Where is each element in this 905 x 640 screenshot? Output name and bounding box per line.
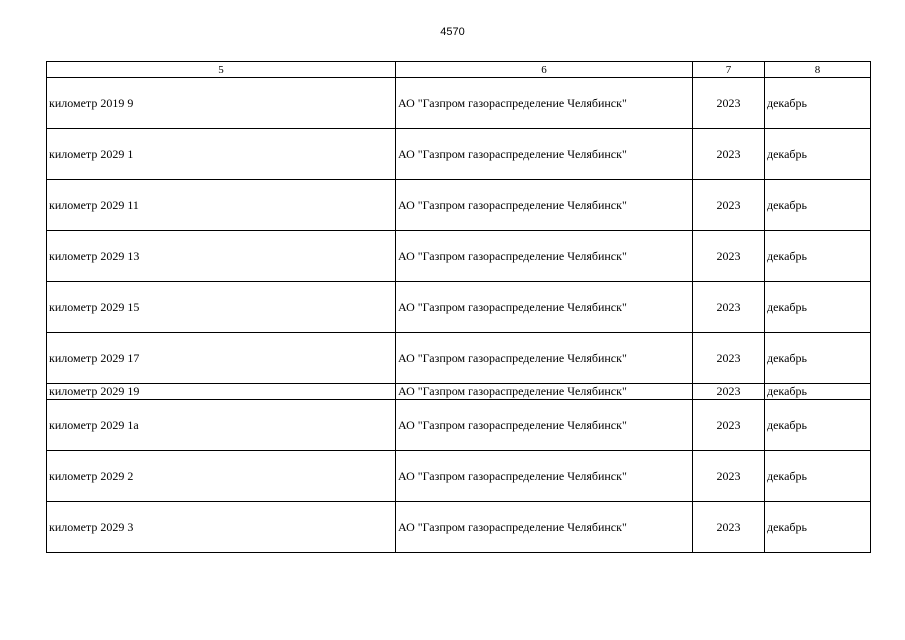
column-header-7: 7 xyxy=(693,62,765,78)
organization-cell: АО "Газпром газораспределение Челябинск" xyxy=(396,451,693,502)
table-row xyxy=(47,282,871,333)
organization-cell: АО "Газпром газораспределение Челябинск" xyxy=(396,333,693,384)
table-row xyxy=(47,129,871,180)
address-cell: километр 2029 2 xyxy=(47,451,396,502)
address-cell: километр 2029 11 xyxy=(47,180,396,231)
address-cell: километр 2029 13 xyxy=(47,231,396,282)
address-cell: километр 2029 15 xyxy=(47,282,396,333)
address-cell: километр 2029 17 xyxy=(47,333,396,384)
data-table xyxy=(46,61,871,553)
year-cell: 2023 xyxy=(693,78,765,129)
table-row xyxy=(47,451,871,502)
organization-cell: АО "Газпром газораспределение Челябинск" xyxy=(396,282,693,333)
year-cell: 2023 xyxy=(693,231,765,282)
year-cell: 2023 xyxy=(693,282,765,333)
month-cell: декабрь xyxy=(765,129,871,180)
month-cell: декабрь xyxy=(765,231,871,282)
month-cell: декабрь xyxy=(765,451,871,502)
table-row xyxy=(47,231,871,282)
month-cell: декабрь xyxy=(765,180,871,231)
table-row xyxy=(47,180,871,231)
month-cell: декабрь xyxy=(765,78,871,129)
year-cell: 2023 xyxy=(693,384,765,400)
month-cell: декабрь xyxy=(765,502,871,553)
year-cell: 2023 xyxy=(693,451,765,502)
address-cell: километр 2029 3 xyxy=(47,502,396,553)
address-cell: километр 2029 19 xyxy=(47,384,396,400)
month-cell: декабрь xyxy=(765,282,871,333)
page-number: 4570 xyxy=(440,26,465,38)
organization-cell: АО "Газпром газораспределение Челябинск" xyxy=(396,384,693,400)
table-row xyxy=(47,384,871,400)
column-header-5: 5 xyxy=(47,62,396,78)
organization-cell: АО "Газпром газораспределение Челябинск" xyxy=(396,78,693,129)
year-cell: 2023 xyxy=(693,180,765,231)
organization-cell: АО "Газпром газораспределение Челябинск" xyxy=(396,180,693,231)
month-cell: декабрь xyxy=(765,384,871,400)
year-cell: 2023 xyxy=(693,333,765,384)
table-row xyxy=(47,78,871,129)
table-row xyxy=(47,502,871,553)
organization-cell: АО "Газпром газораспределение Челябинск" xyxy=(396,502,693,553)
year-cell: 2023 xyxy=(693,502,765,553)
address-cell: километр 2019 9 xyxy=(47,78,396,129)
organization-cell: АО "Газпром газораспределение Челябинск" xyxy=(396,129,693,180)
table-row xyxy=(47,333,871,384)
address-cell: километр 2029 1а xyxy=(47,400,396,451)
month-cell: декабрь xyxy=(765,400,871,451)
year-cell: 2023 xyxy=(693,400,765,451)
year-cell: 2023 xyxy=(693,129,765,180)
column-header-8: 8 xyxy=(765,62,871,78)
organization-cell: АО "Газпром газораспределение Челябинск" xyxy=(396,400,693,451)
column-header-6: 6 xyxy=(396,62,693,78)
month-cell: декабрь xyxy=(765,333,871,384)
header-row xyxy=(47,62,871,78)
organization-cell: АО "Газпром газораспределение Челябинск" xyxy=(396,231,693,282)
address-cell: километр 2029 1 xyxy=(47,129,396,180)
table-row xyxy=(47,400,871,451)
